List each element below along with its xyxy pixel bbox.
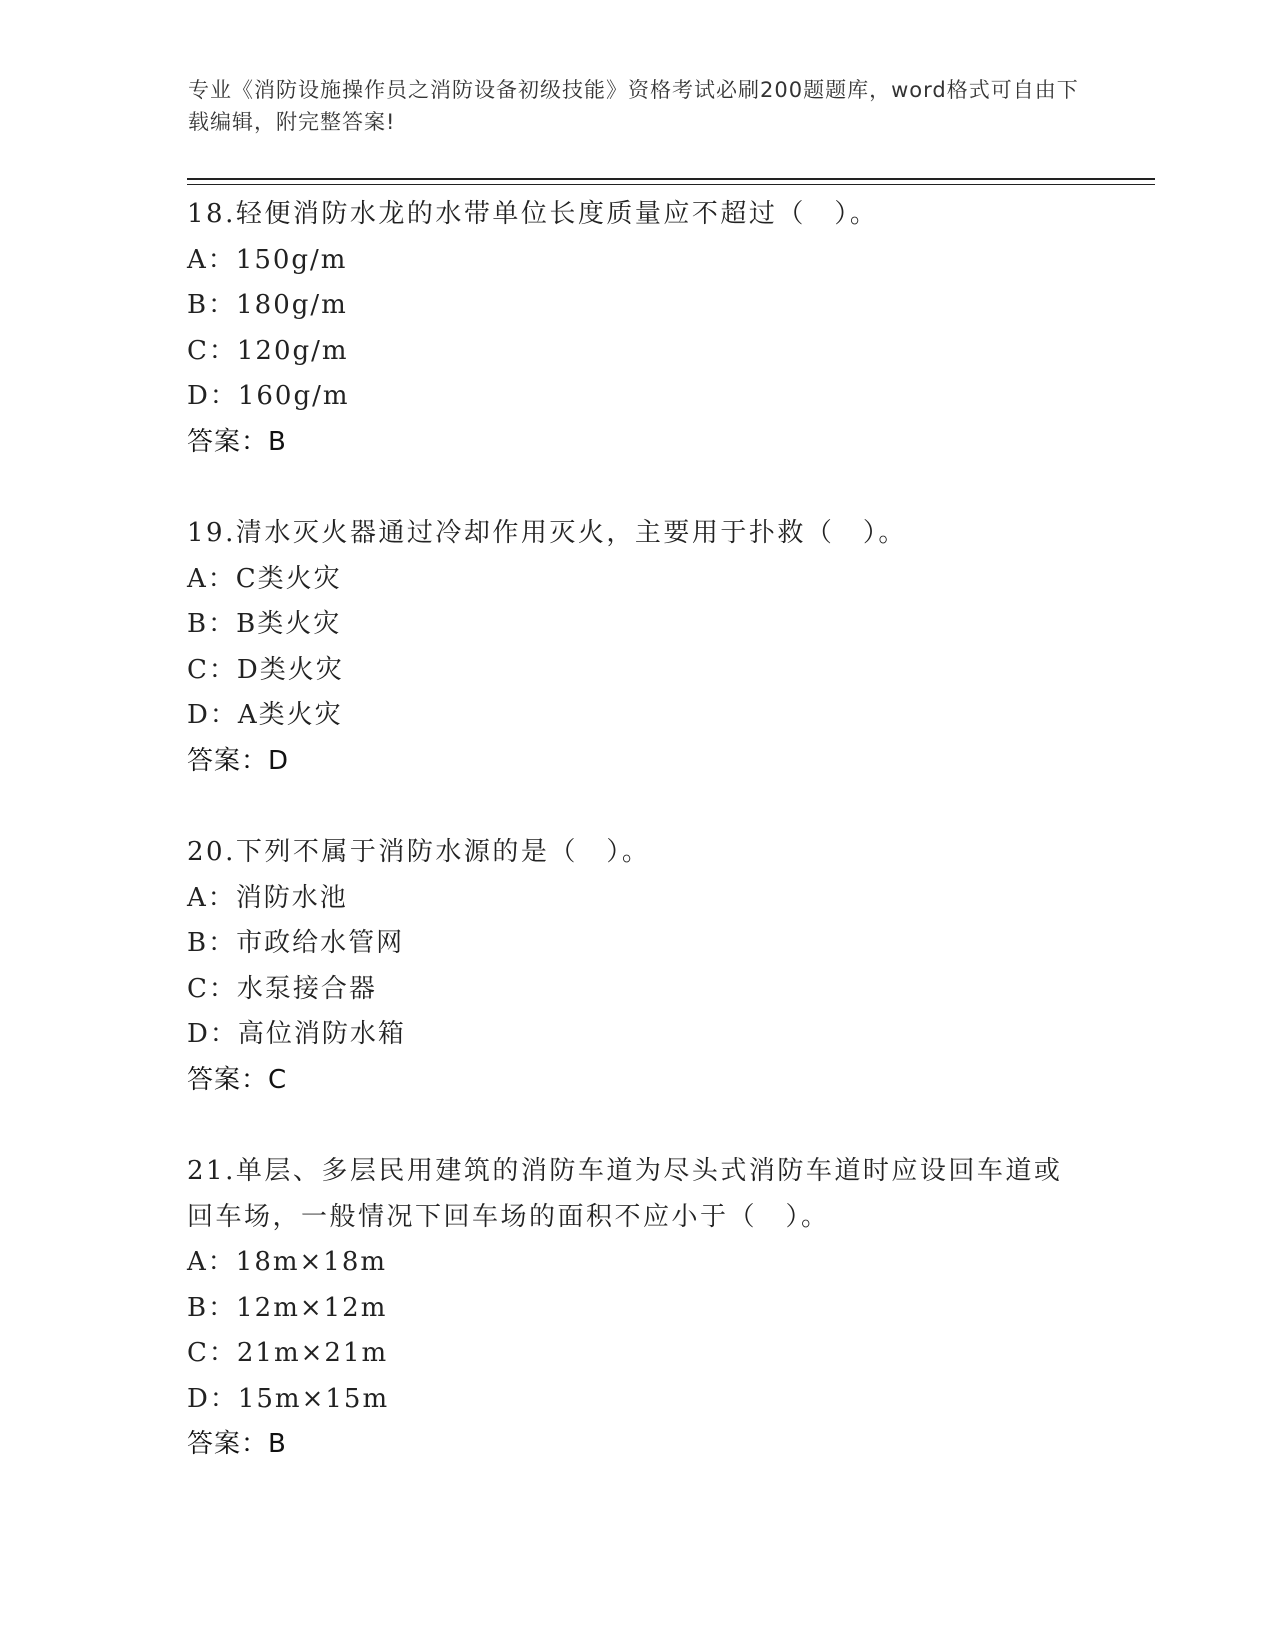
question-item xyxy=(187,511,1087,784)
option-b: B：180g/m xyxy=(187,290,348,320)
option-d: D：15m×15m xyxy=(187,1383,390,1414)
question-stem: 21.单层、多层民用建筑的消防车道为尽头式消防车道时应设回车道或回车场，一般情况下回车场的面积不应小于（ ）。 xyxy=(187,1156,1063,1232)
option-c: C：D类火灾 xyxy=(187,654,344,685)
option-c: C：水泵接合器 xyxy=(187,973,377,1004)
question-item xyxy=(187,830,1087,1103)
option-a: A：18m×18m xyxy=(187,1247,388,1277)
option-b: B：市政给水管网 xyxy=(187,928,405,958)
header-divider-thick xyxy=(187,178,1155,180)
option-b: B：B类火灾 xyxy=(187,609,342,639)
option-c: C：21m×21m xyxy=(187,1338,389,1368)
option-a: A：C类火灾 xyxy=(187,563,342,594)
question-list xyxy=(187,192,1087,1514)
question-item xyxy=(187,1149,1087,1468)
header-divider-thin xyxy=(187,184,1155,185)
answer-line: 答案：C xyxy=(187,1064,288,1095)
option-b: B：12m×12m xyxy=(187,1292,388,1323)
option-a: A：150g/m xyxy=(187,244,348,275)
answer-line: 答案：B xyxy=(187,1429,287,1459)
option-d: D：高位消防水箱 xyxy=(187,1019,406,1049)
option-c: C：120g/m xyxy=(187,335,349,366)
question-item xyxy=(187,192,1087,465)
option-d: D：A类火灾 xyxy=(187,700,343,730)
document-header: 专业《消防设施操作员之消防设备初级技能》资格考试必刷200题题库，word格式可自由下载编辑，附完整答案! xyxy=(188,78,1079,134)
option-a: A：消防水池 xyxy=(187,882,348,913)
question-stem: 18.轻便消防水龙的水带单位长度质量应不超过（ ）。 xyxy=(187,199,879,229)
question-stem: 20.下列不属于消防水源的是（ ）。 xyxy=(187,837,651,867)
answer-line: 答案：B xyxy=(187,426,287,457)
answer-line: 答案：D xyxy=(187,745,290,776)
question-stem: 19.清水灭火器通过冷却作用灭火，主要用于扑救（ ）。 xyxy=(187,518,907,548)
option-d: D：160g/m xyxy=(187,381,350,411)
